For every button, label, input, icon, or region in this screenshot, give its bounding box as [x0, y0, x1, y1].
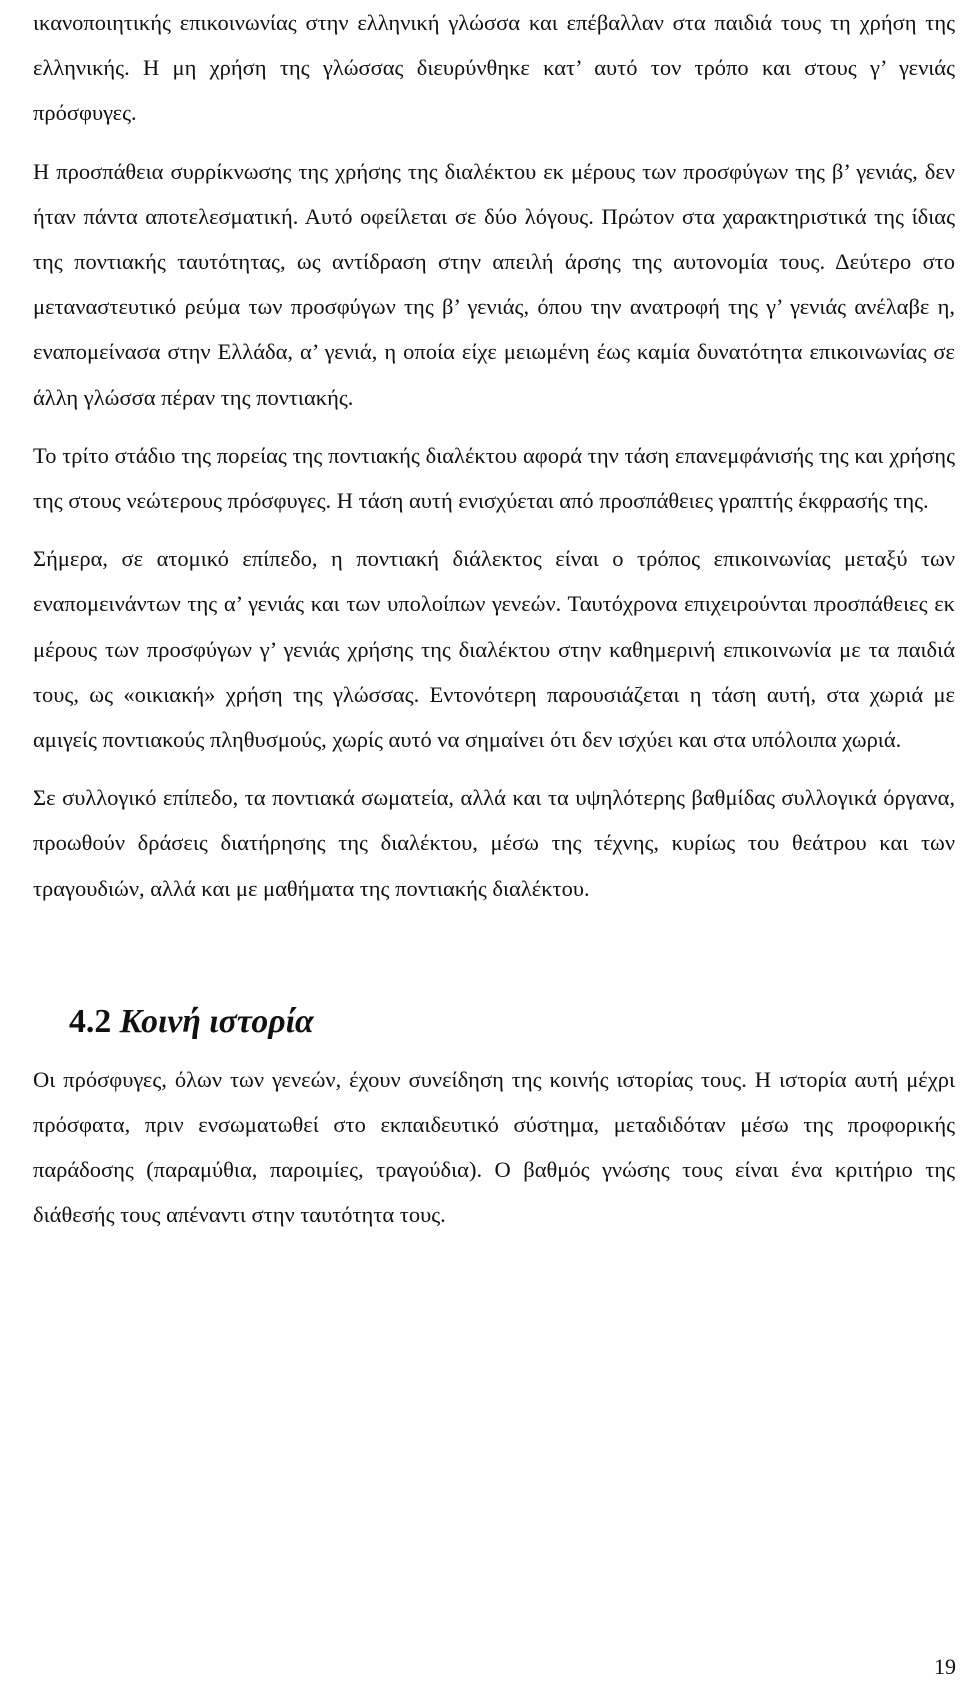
text-column	[33, 0, 955, 1238]
paragraph-common-history: Οι πρόσφυγες, όλων των γενεών, έχουν συνείδηση της κοινής ιστορίας τους. Η ιστορία αυτή μέχρι πρόσφατα, πριν ενσωματωθεί στο εκπαιδευτικό σύστημα, μεταδιδόταν μέσω της προφορικής παράδοσης (παραμύθια, παροιμίες, τραγούδια). Ο βαθμός γνώσης τους είναι ένα κριτήριο της διάθεσής τους απέναντι στην ταυτότητα τους.	[33, 1066, 955, 1228]
section-heading	[33, 999, 955, 1044]
section-gap	[33, 911, 955, 999]
paragraph-third-stage: Το τρίτο στάδιο της πορείας της ποντιακής διαλέκτου αφορά την τάση επανεμφάνισής της και χρήσης της στους νεώτερους πρόσφυγες. Η τάση αυτή ενισχύεται από προσπάθειες γραπτής έκφρασής της.	[33, 442, 955, 514]
paragraph-gap	[33, 523, 955, 536]
paragraph-dialect-shrinkage: Η προσπάθεια συρρίκνωσης της χρήσης της διαλέκτου εκ μέρους των προσφύγων της β’ γενιάς, δεν ήταν πάντα αποτελεσματική. Αυτό οφείλεται σε δύο λόγους. Πρώτον στα χαρακτηριστικά της ίδιας της ποντιακής ταυτότητας, ως αντίδραση στην απειλή άρσης της αυτονομία τους. Δεύτερο στο μεταναστευτικό ρεύμα των προσφύγων της β’ γενιάς, όπου την ανατροφή της γ’ γενιάς ανέλαβε η, εναπομείνασα στην Ελλάδα, α’ γενιά, η οποία είχε μειωμένη έως καμία δυνατότητα επικοινωνίας σε άλλη γλώσσα πέραν της ποντιακής.	[33, 158, 955, 410]
paragraph-gap	[33, 420, 955, 433]
paragraph-continuation: ικανοποιητικής επικοινωνίας στην ελληνική γλώσσα και επέβαλλαν στα παιδιά τους τη χρήση της ελληνικής. Η μη χρήση της γλώσσας διευρύνθηκε κατ’ αυτό τον τρόπο και στους γ’ γενιάς πρόσφυγες.	[33, 10, 955, 126]
paragraph-gap	[33, 1044, 955, 1057]
section-title: Κοινή ιστορία	[119, 1002, 314, 1040]
paragraph-gap	[33, 136, 955, 149]
paragraph-collective-level: Σε συλλογικό επίπεδο, τα ποντιακά σωματεία, αλλά και τα υψηλότερης βαθμίδας συλλογικά όργανα, προωθούν δράσεις διατήρησης της διαλέκτου, μέσω της τέχνης, κυρίως του θεάτρου και των τραγουδιών, αλλά και με μαθήματα της ποντιακής διαλέκτου.	[33, 785, 955, 901]
page-number: 19	[934, 1654, 956, 1679]
paragraph-individual-level: Σήμερα, σε ατομικό επίπεδο, η ποντιακή διάλεκτος είναι ο τρόπος επικοινωνίας μεταξύ των εναπομεινάντων της α’ γενιάς και των υπολοίπων γενεών. Ταυτόχρονα επιχειρούνται προσπάθειες εκ μέρους των προσφύγων γ’ γενιάς χρήσης της διαλέκτου στην καθημερινή επικοινωνία με τα παιδιά τους, ως «οικιακή» χρήση της γλώσσας. Εντονότερη παρουσιάζεται η τάση αυτή, στα χωριά με αμιγείς ποντιακούς πληθυσμούς, χωρίς αυτό να σημαίνει ότι δεν ισχύει και στα υπόλοιπα χωριά.	[33, 546, 955, 753]
section-number: 4.2	[69, 1002, 112, 1040]
paragraph-gap	[33, 762, 955, 775]
